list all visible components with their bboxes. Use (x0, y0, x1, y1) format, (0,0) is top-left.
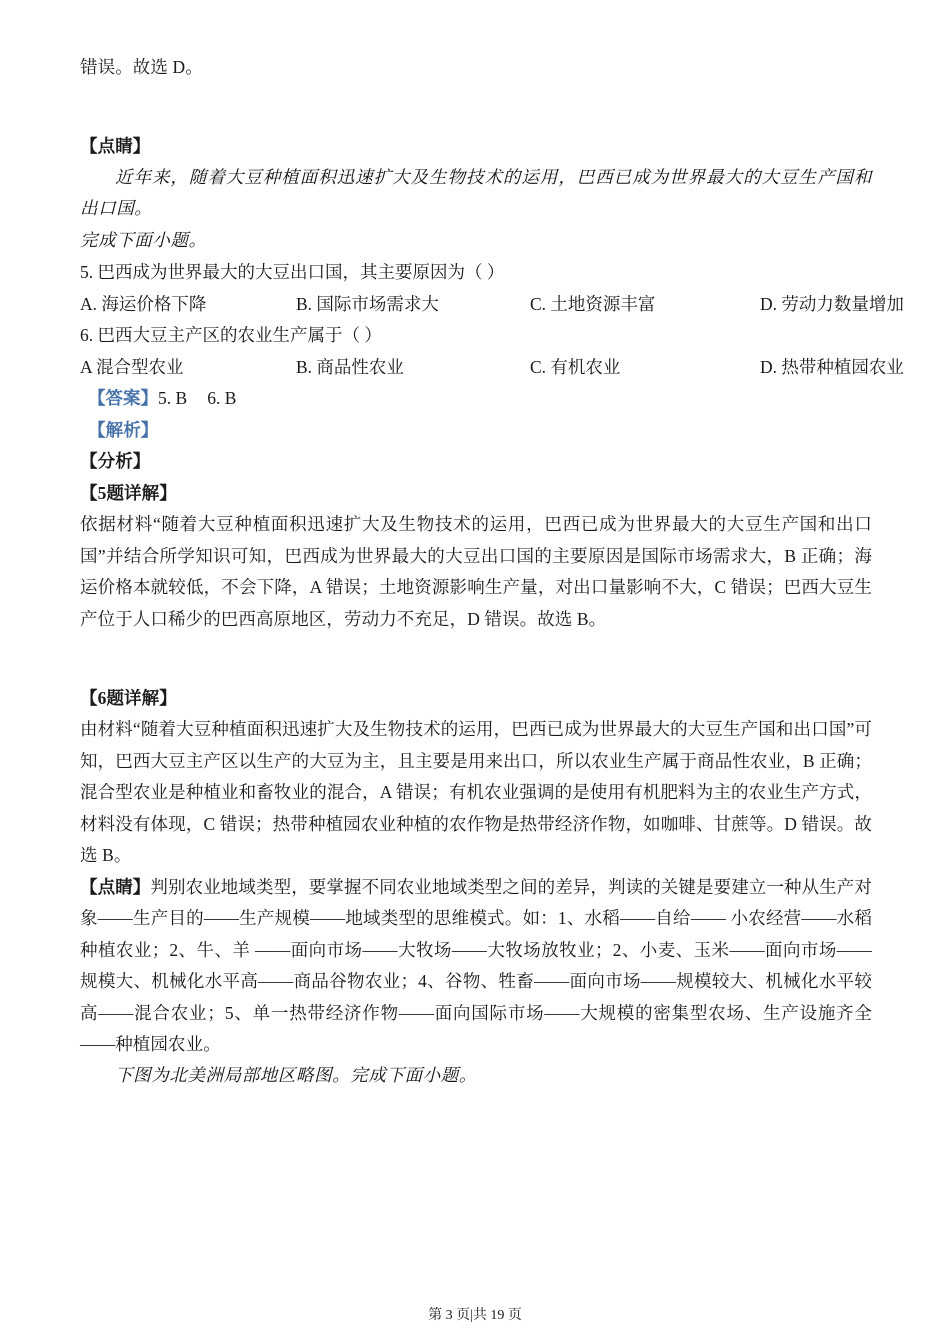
dianjing-tag-2: 【点睛】 (80, 876, 151, 897)
detail-6-tag: 【6题详解】 (80, 687, 177, 708)
spacer (80, 635, 872, 667)
answer-line (80, 383, 872, 415)
spacer (80, 115, 872, 131)
page-content (80, 52, 904, 1092)
option-5-a[interactable]: A. 海运价格下降 (80, 293, 207, 314)
material-intro-line2: 完成下面小题。 (80, 230, 207, 251)
dianjing-tag-1: 【点睛】 (80, 136, 151, 156)
option-6-c[interactable]: C. 有机农业 (530, 356, 621, 377)
question-6-stem: 6. 巴西大豆主产区的农业生产属于（ ） (80, 325, 382, 345)
question-6-options (80, 352, 904, 384)
page-footer: 第 3 页|共 19 页 (428, 1308, 522, 1323)
next-material-intro: 下图为北美洲局部地区略图。完成下面小题。 (115, 1065, 477, 1086)
fenxi-tag: 【分析】 (80, 451, 151, 471)
question-5-stem: 5. 巴西成为世界最大的大豆出口国，其主要原因为（ ） (80, 262, 505, 282)
option-5-d[interactable]: D. 劳动力数量增加 (760, 293, 904, 314)
answer-value-2: 6. B (207, 388, 237, 408)
option-6-a[interactable]: A 混合型农业 (80, 356, 184, 377)
answer-tag: 【答案】 (88, 388, 158, 408)
detail-6-text: 由材料“随着大豆种植面积迅速扩大及生物技术的运用，巴西已成为世界最大的大豆生产国和出口国”可知，巴西大豆主产区以生产的大豆为主，且主要是用来出口，所以农业生产属于商品性农业，B 正确；混合型农业是种植业和畜牧业的混合，A 错误；有机农业强调的是使用有机肥料为主的农业生产方式，材料没有体现，C 错误；热带种植园农业种植的农作物是热带经济作物，如咖啡、甘蔗等。D 错误。故选 B。 (80, 719, 872, 865)
option-5-b[interactable]: B. 国际市场需求大 (296, 293, 439, 314)
answer-value-1: 5. B (158, 388, 188, 408)
option-6-d[interactable]: D. 热带种植园农业 (760, 356, 904, 377)
option-5-c[interactable]: C. 土地资源丰富 (530, 293, 656, 314)
detail-5-text: 依据材料“随着大豆种植面积迅速扩大及生物技术的运用，巴西已成为世界最大的大豆生产国和出口国”并结合所学知识可知，巴西成为世界最大的大豆出口国的主要原因是国际市场需求大，B 正确；海运价格本就较低，不会下降，A 错误；土地资源影响生产量，对出口量影响不大，C 错误；巴西大豆生产位于人口稀少的巴西高原地区，劳动力不充足，D 错误。故选 B。 (80, 514, 872, 629)
carryover-line: 错误。故选 D。 (80, 57, 203, 77)
dianjing-text-2: 判别农业地域类型，要掌握不同农业地域类型之间的差异，判读的关键是要建立一种从生产对象——生产目的——生产规模——地域类型的思维模式。如：1、水稻——自给—— 小农经营——水稻种植农业；2、牛、羊 ——面向市场——大牧场——大牧场放牧业；2、小麦、玉米——面向市场——规模大、机械化水平高——商品谷物农业；4、谷物、牲畜——面向市场——规模较大、机械化水平较高——混合农业；5、单一热带经济作物——面向国际市场——大规模的密集型农场、生产设施齐全——种植园农业。 (80, 876, 873, 1054)
jiexi-tag: 【解析】 (88, 419, 159, 440)
question-5-options (80, 289, 904, 321)
option-6-b[interactable]: B. 商品性农业 (296, 356, 404, 377)
spacer (80, 84, 872, 116)
detail-5-tag: 【5题详解】 (80, 482, 177, 503)
dianjing-block-2 (80, 872, 872, 1061)
spacer (80, 667, 872, 683)
material-intro-line1: 近年来，随着大豆种植面积迅速扩大及生物技术的运用，巴西已成为世界最大的大豆生产国和出口国。 (80, 167, 872, 219)
